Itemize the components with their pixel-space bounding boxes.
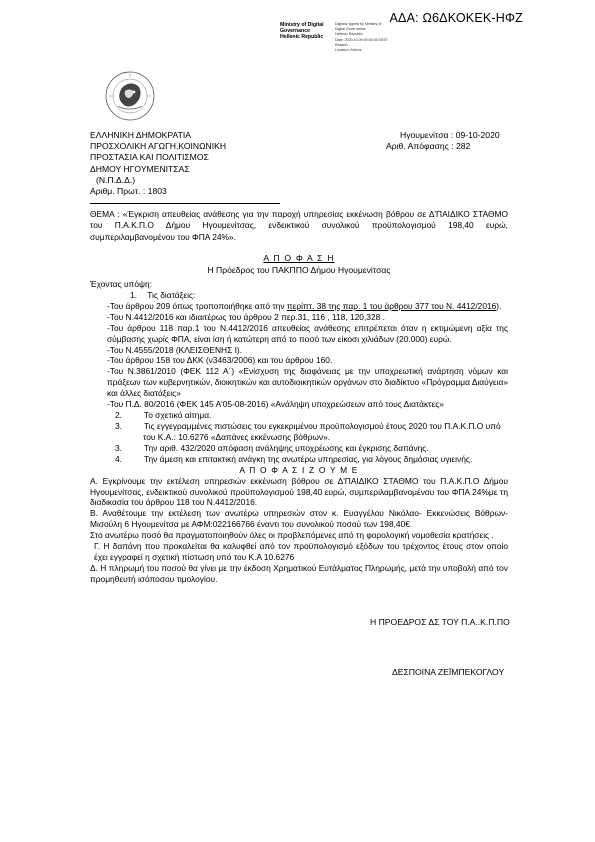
issuer-block — [90, 130, 290, 197]
signature-details — [335, 22, 388, 53]
law-line: -Του Ν.4412/2016 και ιδιαιτέρως του άρθρου 2 περ.31, 116 , 118, 120,328 . — [107, 311, 385, 322]
law-line: -Του Ν.3861/2010 (ΦΕΚ 112 Α΄) «Ενίσχυση της διαφάνειας με την υποχρεωτική ανάρτηση νόμων και πράξεων των κυβερνητικών, διοικητικών και αυτοδιοικητικών οργάνων στο διαδίκτυο «Πρόγραμμα Διαύγεια» και άλλες διατάξεις» — [107, 366, 508, 399]
issuer-line: ΠΡΟΣΤΑΣΙΑ ΚΑΙ ΠΟΛΙΤΙΣΜΟΣ — [90, 152, 209, 163]
subject-paragraph: ΘΕΜΑ : «Έγκριση απευθείας ανάθεσης για την παροχή υπηρεσίας εκκένωση βόθρου σε Δ'ΠΑΙΔΙΚΟ ΣΤΑΘΜΟ του Π.Α.Κ.Π.Ο Δήμου Ηγουμενίτσας, ενδεικτικού συνολικού προϋπολογισμού 198,40 ευρώ, συμπεριλαμβανομένου του ΦΠΑ 24%». — [90, 209, 508, 242]
decision-b-note: Στο ανωτέρω ποσό θα πραγματοποιηθούν όλες οι προβλεπόμενες από τη φορολογική νομοθεσία κρατήσεις . — [90, 530, 494, 541]
signature-ministry-line: Hellenic Republic — [280, 34, 324, 41]
signature-ministry-name — [280, 22, 324, 41]
signature-detail-line: Digitally signed by Ministry of — [334, 22, 382, 26]
provisions-label: Τις διατάξεις: — [147, 289, 196, 300]
issuer-line: ΠΡΟΣΧΟΛΙΚΗ ΑΓΩΓΗ,ΚΟΙΝΩΝΙΚΗ — [90, 141, 227, 152]
having-label: Έχοντας υπόψη: — [90, 279, 152, 289]
signatory-name: ΔΕΣΠΟΙΝΑ ΖΕΪΜΠΕΚΟΓΛΟΥ — [392, 667, 505, 677]
signature-detail-line: Hellenic Republic — [334, 32, 363, 37]
signature-detail-line: Digital Governance, — [334, 27, 367, 32]
law-line: -Του άρθρου 158 του ΔΚΚ (ν3463/2006) και του άρθρου 160. — [107, 355, 333, 366]
law-list — [90, 301, 508, 410]
signature-detail-line: Reason: — [334, 42, 349, 47]
item-number: 1. — [130, 289, 137, 300]
decision-body — [90, 279, 508, 585]
list-item: 2. Το σχετικό αίτημα. — [115, 410, 212, 421]
protocol-number: Αριθμ. Πρωτ. : 1803 — [90, 185, 167, 196]
law-line: -Του Ν.4555/2018 (ΚΛΕΙΣΘΕΝΗΣ Ι). — [107, 344, 243, 355]
issuer-line: (Ν.Π.Δ.Δ.) — [96, 174, 136, 185]
decision-a: Α. Εγκρίνουμε την εκτέλεση υπηρεσιών εκκένωση βόθρου σε Δ'ΠΑΙΔΙΚΟ ΣΤΑΘΜΟ του Π.Α.Κ.Π.Ο Δήμου Ηγουμενίτσας, ενδεικτικού συνολικού προϋπολογισμού 198,40 ευρώ, συμπεριλαμβανομένου του ΦΠΑ 24%με τη διαδικασία του άρθρου 118 του Ν.4412/2016. — [90, 475, 508, 508]
law-reference-link[interactable]: περίπτ. 38 της παρ. 1 του άρθρου 377 του Ν. 4412/2016 — [286, 300, 497, 311]
decision-c: Γ. Η δαπάνη που προκαλείται θα καλυφθεί από τον προϋπολογισμό εξόδων του τρέχοντος έτους στον οποίο έχει εγγραφεί η σχετική πίστωση υπό του Κ.Α 10.6276 — [94, 541, 508, 563]
president-line: Η Πρόεδρος του ΠΑΚΠΠΟ Δήμου Ηγουμενίτσας — [207, 265, 391, 275]
list-item: 3. Την αριθ. 432/2020 απόφαση ανάληψης υποχρέωσης και έγκρισης δαπάνης. — [115, 442, 429, 453]
decision-heading: Α Π Ο Φ Α Σ Η — [263, 253, 335, 263]
signatory-title: Η ΠΡΟΕΔΡΟΣ ΔΣ ΤΟΥ Π.Α..Κ.Π.ΠΟ — [370, 617, 510, 627]
signature-detail-line: Location: Athens — [334, 48, 362, 53]
law-line: -Του άρθρου 118 παρ.1 του Ν.4412/2016 απευθείας ανάθεσης επιτρέπεται όταν η εκτιμώμενη αξία της σύμβασης χωρίς ΦΠΑ, είναι ίση ή κατώτερη από το ποσό των είκοσι χιλιάδων (20.000) ευρώ. — [107, 322, 508, 344]
provisions-heading — [90, 290, 508, 301]
decision-d: Δ. Η πληρωμή του ποσού θα γίνει με την έκδοση Χρηματικού Ευτάλματος Πληρωμής, μετά την υποβολή από τον προμηθευτή ισόποσου τιμολογίου. — [90, 562, 508, 584]
document-date: Ηγουμενίτσα : 09-10-2020 — [400, 130, 500, 140]
issuer-line: ΔΗΜΟΥ ΗΓΟΥΜΕΝΙΤΣΑΣ — [90, 163, 190, 174]
decision-number: Αριθ. Απόφασης : 282 — [386, 141, 471, 152]
municipal-seal-logo — [104, 70, 156, 122]
law-line: -Του άρθρου 209 όπως τροποποιήθηκε από την περίπτ. 38 της παρ. 1 του άρθρου 377 του Ν. 4412/2016). — [107, 300, 502, 311]
considerations-list — [90, 410, 508, 465]
list-item: 3. Τις εγγεγραμμένες πιστώσεις του εγκεκριμένου προϋπολογισμού έτους 2020 του Π.Α.Κ.Π.Ο υπό του Κ.Α.: 10.6276 «Δαπάνες εκκένωσης βόθρων». — [115, 420, 501, 442]
issuer-line: ΕΛΛΗΝΙΚΗ ΔΗΜΟΚΡΑΤΙΑ — [90, 130, 191, 140]
digital-signature-block — [280, 22, 388, 53]
decision-b: Β. Αναθέτουμε την εκτέλεση των ανωτέρω υπηρεσιών στον κ. Ευαγγέλου Νικόλαο- Εκκενώσεις Βόθρων-Μισούλη 6 Ηγουμενίτσα με ΑΦΜ:022166766 έναντι του συνολικού ποσού των 198,40€. — [90, 508, 508, 530]
law-line: -Του Π.Δ. 80/2016 (ΦΕΚ 145 Α'05-08-2016) «Ανάληψη υποχρεώσεων από τους Διατάκτες» — [107, 399, 444, 410]
divider — [90, 203, 280, 204]
signature-detail-line: Date: 2020.10.09 09:59:36 EEST — [334, 37, 388, 42]
ada-code: ΑΔΑ: Ω6ΔΚΟΚΕΚ-ΗΦΖ — [389, 11, 523, 25]
document-meta — [386, 130, 550, 152]
signature-ministry-line: Ministry of Digital — [280, 22, 324, 28]
signature-ministry-line: Governance — [280, 28, 310, 35]
list-item: 4. Την άμεση και επιτακτική ανάγκη της ανωτέρω υπηρεσίας, για λόγους δημόσιας υγιεινής. — [115, 453, 473, 464]
decide-heading: Α Π Ο Φ Α Σ Ι Ζ Ο Υ Μ Ε — [239, 464, 359, 475]
